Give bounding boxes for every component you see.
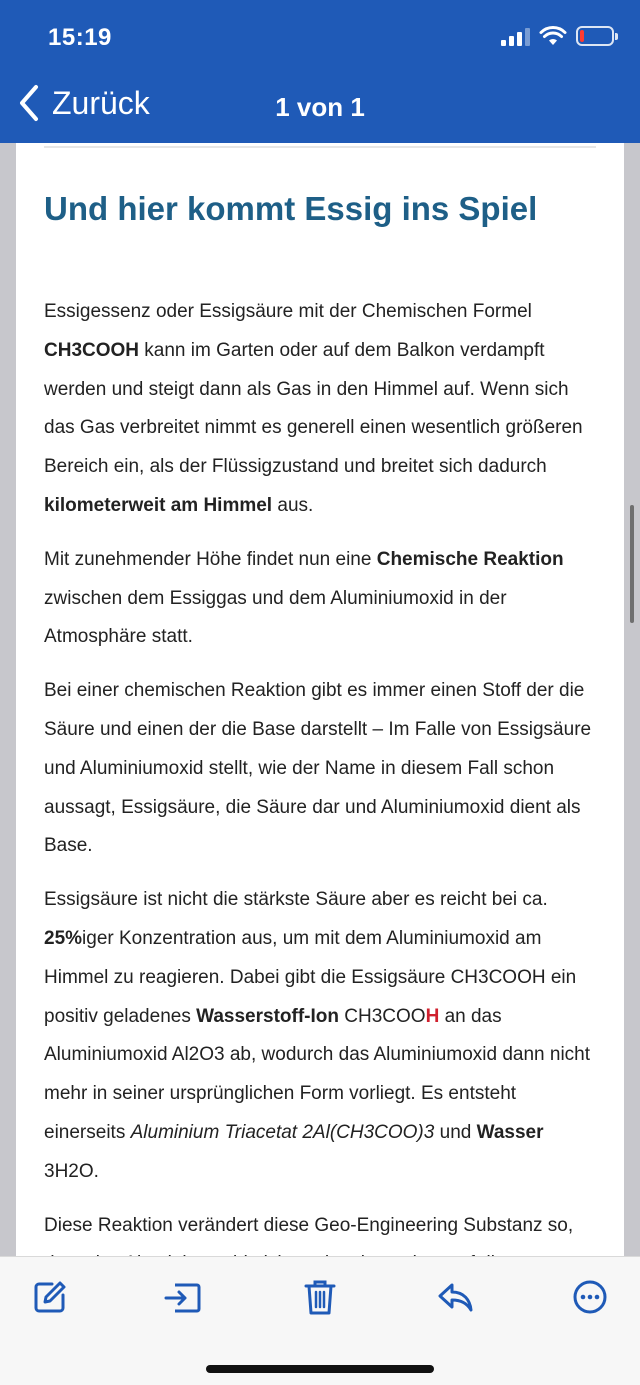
reply-button[interactable] <box>435 1277 475 1317</box>
reply-icon <box>436 1281 474 1313</box>
italic-text: Aluminium Triacetat 2Al(CH3COO)3 <box>130 1121 435 1143</box>
back-label: Zurück <box>52 84 150 121</box>
more-icon <box>572 1279 608 1315</box>
paragraph-4 <box>44 881 600 1191</box>
compose-button[interactable] <box>30 1277 70 1317</box>
bold-text: 25% <box>44 927 83 949</box>
delete-button[interactable] <box>300 1277 340 1317</box>
text: iger Konzentration aus, um mit dem Aluminiumoxid am Himmel zu reagieren. Dabei gibt die Essigsäure CH3COOH ein positiv geladenes <box>44 927 577 1027</box>
text: und <box>434 1121 477 1143</box>
battery-icon <box>576 26 614 46</box>
text: Bei einer chemischen Reaktion gibt es immer einen Stoff der die Säure und einen der die Base darstellt – Im Falle von Essigsäure und Aluminiumoxid stellt, wie der Name in diesem Fall schon aussagt, Essigsäure, die Säure dar und Aluminiumoxid dient als Base. <box>44 680 592 857</box>
compose-icon <box>32 1279 68 1315</box>
status-time: 15:19 <box>48 24 112 51</box>
bold-text: Wasser <box>476 1121 544 1143</box>
text: Mit zunehmender Höhe findet nun eine <box>44 548 377 570</box>
text: Essigessenz oder Essigsäure mit der Chemischen Formel <box>44 301 532 322</box>
move-to-folder-icon <box>163 1281 203 1313</box>
bottom-toolbar <box>0 1256 640 1385</box>
article-content <box>44 187 600 1299</box>
text: Essigsäure ist nicht die stärkste Säure aber es reicht bei ca. <box>44 889 548 911</box>
more-button[interactable] <box>570 1277 610 1317</box>
text: CH3COO <box>338 1005 426 1027</box>
paragraph-3 <box>44 672 600 866</box>
home-indicator[interactable] <box>206 1365 434 1373</box>
trash-icon <box>303 1278 337 1316</box>
page-indicator: 1 von 1 <box>275 92 365 122</box>
text: Diese Reaktion verändert diese Geo-Engineering Substanz so, <box>44 1214 574 1236</box>
wifi-icon <box>540 26 566 46</box>
text: zwischen dem Essiggas und dem Aluminiumoxid in der Atmosphäre statt. <box>44 587 507 648</box>
text: an das Aluminiumoxid Al2O3 ab, wodurch das Aluminiumoxid dann nicht mehr in seiner ursprünglichen Form vorliegt. Es entsteht einerseits <box>44 1005 591 1143</box>
text: aus. <box>272 494 314 516</box>
cellular-signal-icon <box>501 26 530 46</box>
bold-text: Wasserstoff-Ion <box>196 1005 339 1027</box>
message-body <box>16 143 624 1256</box>
highlighted-text: H <box>425 1005 440 1027</box>
article-title: Und hier kommt Essig ins Spiel <box>44 190 538 227</box>
bold-text: Chemische Reaktion <box>376 548 564 570</box>
divider <box>44 146 596 148</box>
paragraph-1 <box>44 293 600 526</box>
text: kann im Garten oder auf dem Balkon verdampft werden und steigt dann als Gas in den Himmel auf. Wenn sich das Gas verbreitet nimmt es generell einen wesentlich größeren Bereich ein, als der Flüssigzustand und breitet sich dadurch <box>44 339 583 478</box>
status-icons <box>501 26 614 46</box>
bold-text: CH3COOH <box>44 339 140 361</box>
text: 3H2O. <box>44 1160 99 1182</box>
bold-text: kilometerweit am Himmel <box>44 494 273 516</box>
app-header <box>0 0 640 143</box>
move-button[interactable] <box>163 1277 203 1317</box>
paragraph-2 <box>44 541 600 657</box>
scrollbar[interactable] <box>630 505 634 623</box>
